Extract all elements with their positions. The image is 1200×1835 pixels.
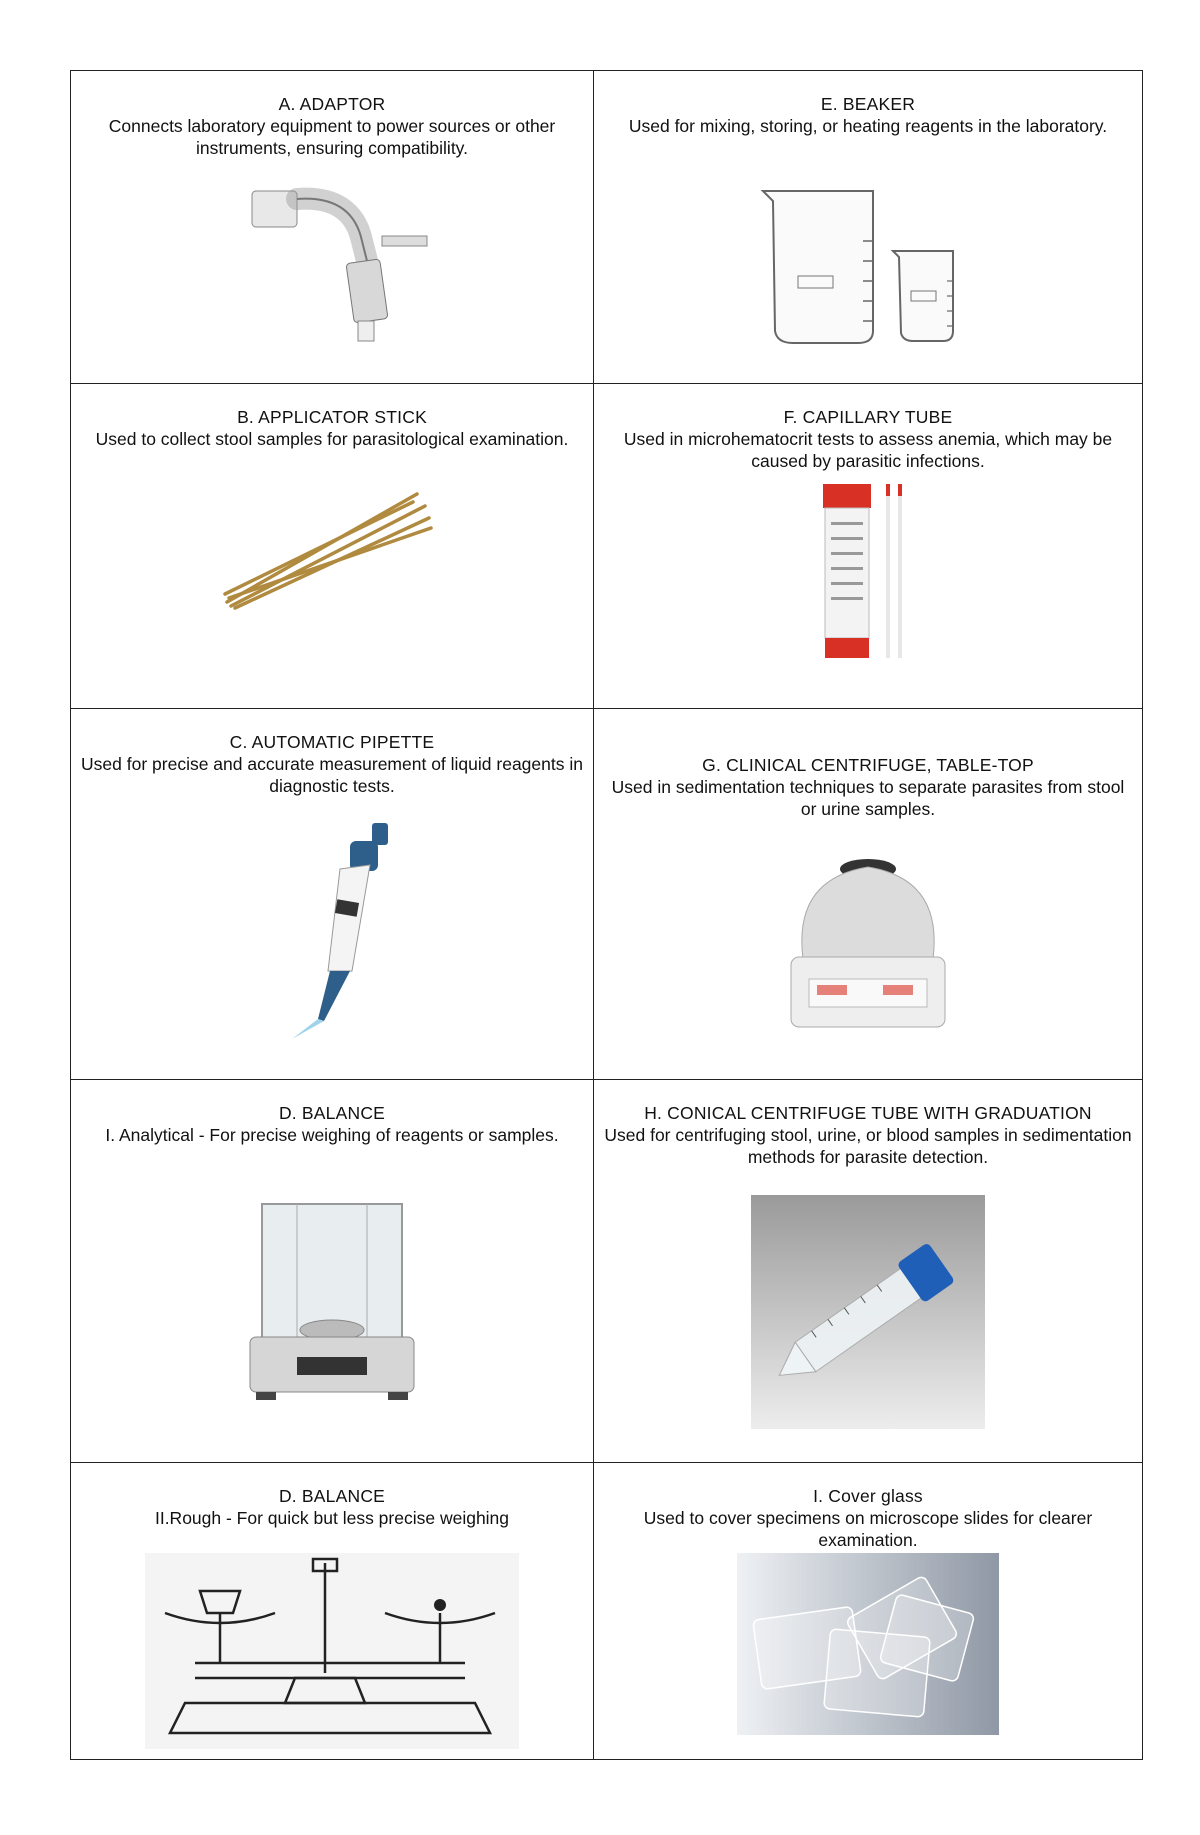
title-conical-tube: H. CONICAL CENTRIFUGE TUBE WITH GRADUATION: [644, 1103, 1092, 1123]
desc-automatic-pipette: Used for precise and accurate measurement of liquid reagents in diagnostic tests.: [81, 754, 583, 796]
title-beaker: E. BEAKER: [820, 94, 916, 114]
cell-conical-tube: [594, 1080, 1143, 1463]
capillary-tube-image: [594, 482, 1142, 662]
desc-balance-analytical: I. Analytical - For precise weighing of reagents or samples.: [105, 1125, 559, 1145]
cell-adaptor: [71, 71, 594, 384]
automatic-pipette-image: [71, 821, 593, 1041]
cover-glass-image: [594, 1553, 1142, 1735]
cell-balance-analytical: [71, 1080, 594, 1463]
desc-capillary-tube: Used in microhematocrit tests to assess anemia, which may be caused by parasitic infections.: [623, 429, 1113, 471]
equipment-table: [70, 70, 1142, 1754]
rough-balance-image: [71, 1553, 593, 1749]
adaptor-image: [71, 181, 593, 361]
desc-beaker: Used for mixing, storing, or heating reagents in the laboratory.: [628, 116, 1108, 136]
desc-adaptor: Connects laboratory equipment to power sources or other instruments, ensuring compatibility.: [108, 116, 556, 158]
cell-automatic-pipette: [71, 709, 594, 1080]
title-balance-analytical: D. BALANCE: [278, 1103, 386, 1123]
cell-cover-glass: [594, 1463, 1143, 1760]
title-capillary-tube: F. CAPILLARY TUBE: [783, 407, 953, 427]
cell-balance-rough: [71, 1463, 594, 1760]
desc-balance-rough: II.Rough - For quick but less precise weighing: [154, 1508, 510, 1528]
analytical-balance-image: [71, 1202, 593, 1412]
title-adaptor: A. ADAPTOR: [278, 94, 386, 114]
centrifuge-image: [594, 849, 1142, 1039]
title-balance-rough: D. BALANCE: [278, 1486, 386, 1506]
cell-centrifuge: [594, 709, 1143, 1080]
cell-applicator-stick: [71, 384, 594, 709]
desc-applicator-stick: Used to collect stool samples for parasitological examination.: [95, 429, 569, 449]
desc-cover-glass: Used to cover specimens on microscope slides for clearer examination.: [643, 1508, 1093, 1550]
title-automatic-pipette: C. AUTOMATIC PIPETTE: [229, 732, 435, 752]
title-centrifuge: G. CLINICAL CENTRIFUGE, TABLE-TOP: [702, 755, 1034, 775]
cell-capillary-tube: [594, 384, 1143, 709]
desc-conical-tube: Used for centrifuging stool, urine, or blood samples in sedimentation methods for parasite detection.: [604, 1125, 1132, 1167]
beaker-image: [594, 181, 1142, 351]
applicator-stick-image: [71, 484, 593, 614]
cell-beaker: [594, 71, 1143, 384]
title-applicator-stick: B. APPLICATOR STICK: [237, 407, 427, 427]
desc-centrifuge: Used in sedimentation techniques to separate parasites from stool or urine samples.: [611, 777, 1125, 819]
title-cover-glass: I. Cover glass: [813, 1486, 923, 1506]
conical-tube-image: [594, 1195, 1142, 1429]
